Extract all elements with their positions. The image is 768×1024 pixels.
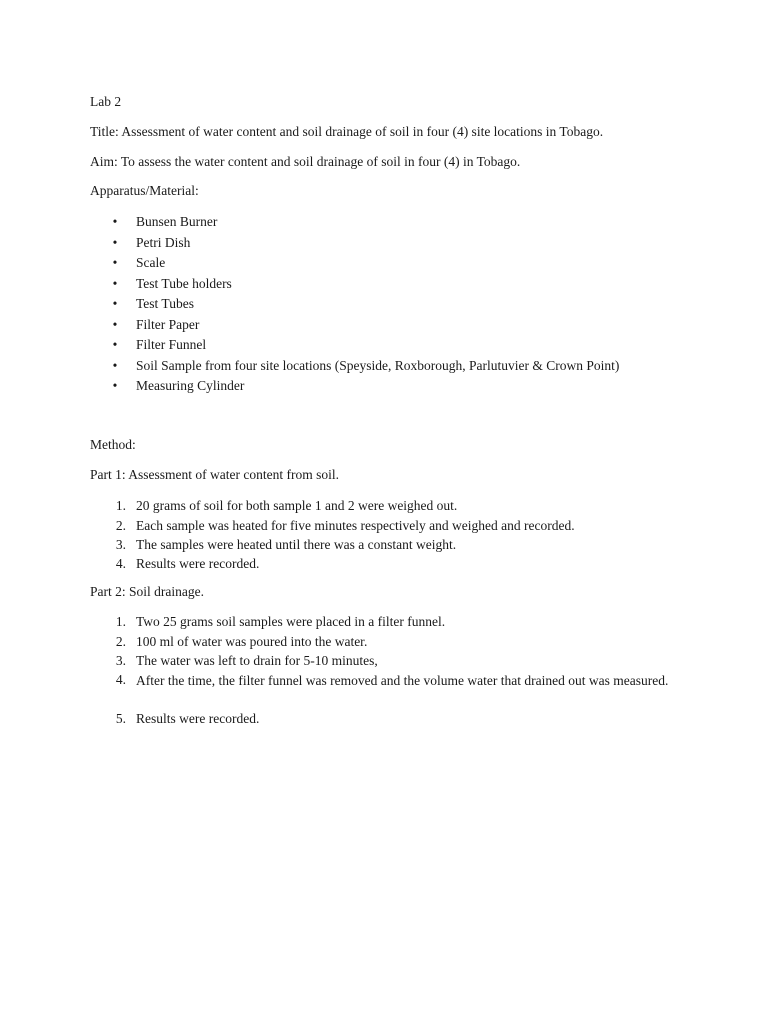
list-item-text: Bunsen Burner — [136, 214, 218, 229]
step-text: 20 grams of soil for both sample 1 and 2 were weighed out. — [136, 498, 458, 513]
step-text: The water was left to drain for 5-10 minutes, — [136, 653, 378, 668]
bullet-icon: • — [112, 296, 118, 311]
part1-heading: Part 1: Assessment of water content from soil. — [90, 467, 339, 482]
list-item-text: Filter Paper — [136, 316, 200, 332]
bullet-icon: • — [112, 234, 118, 250]
step-number: 2. — [115, 633, 126, 649]
step-number: 3. — [115, 537, 126, 552]
bullet-icon: • — [112, 255, 118, 270]
lab-number: Lab 2 — [90, 94, 122, 109]
step-text: After the time, the filter funnel was removed and the volume water that drained out was measured. — [136, 673, 669, 688]
step-number: 3. — [115, 653, 126, 668]
step-number: 5. — [115, 711, 126, 726]
list-item-text: Scale — [136, 255, 166, 270]
method-heading: Method: — [90, 437, 136, 452]
list-item-text: Test Tubes — [136, 296, 194, 311]
list-item-text: Soil Sample from four site locations (Speyside, Roxborough, Parlutuvier & Crown Point) — [136, 357, 620, 373]
list-item-text: Measuring Cylinder — [136, 378, 245, 393]
list-item-text: Petri Dish — [136, 234, 191, 250]
bullet-icon: • — [112, 316, 118, 332]
step-text: Two 25 grams soil samples were placed in a filter funnel. — [136, 614, 446, 629]
step-number: 1. — [115, 614, 126, 629]
doc-aim: Aim: To assess the water content and soil drainage of soil in four (4) in Tobago. — [90, 154, 521, 169]
step-text: Each sample was heated for five minutes respectively and weighed and recorded. — [136, 517, 575, 533]
step-text: Results were recorded. — [136, 556, 260, 571]
list-item-text: Filter Funnel — [136, 337, 207, 352]
bullet-icon: • — [112, 357, 118, 373]
step-text: Results were recorded. — [136, 711, 260, 726]
step-number: 4. — [115, 672, 126, 687]
bullet-icon: • — [112, 378, 118, 393]
bullet-icon: • — [112, 275, 118, 291]
bullet-icon: • — [112, 214, 118, 229]
part2-heading: Part 2: Soil drainage. — [90, 584, 204, 599]
step-text: The samples were heated until there was a constant weight. — [136, 537, 457, 552]
step-number: 4. — [115, 556, 126, 571]
list-item-text: Test Tube holders — [136, 275, 232, 291]
apparatus-heading: Apparatus/Material: — [90, 183, 199, 198]
step-number: 2. — [115, 517, 126, 533]
bullet-icon: • — [112, 337, 118, 352]
step-text: 100 ml of water was poured into the water. — [136, 633, 368, 649]
doc-title: Title: Assessment of water content and soil drainage of soil in four (4) site locations in Tobago. — [90, 124, 604, 139]
step-number: 1. — [115, 498, 126, 513]
